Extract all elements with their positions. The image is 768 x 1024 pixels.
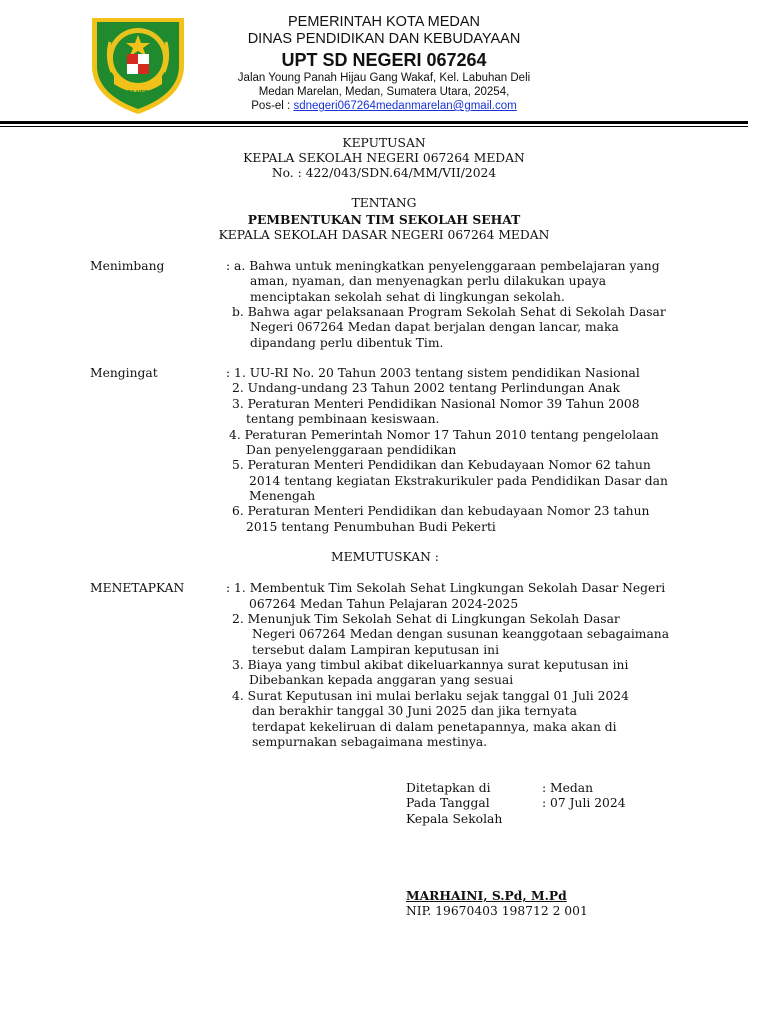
mengingat-line: 3. Peraturan Menteri Pendidikan Nasional Nomor 39 Tahun 2008	[232, 397, 640, 411]
mengingat-line: 2014 tentang kegiatan Ekstrakurikuler pada Pendidikan Dasar dan	[249, 474, 668, 488]
letterhead-rule-thin	[0, 126, 748, 127]
menimbang-line: menciptakan sekolah sehat di lingkungan sekolah.	[250, 290, 565, 304]
menetapkan-line: sempurnakan sebagaimana mestinya.	[252, 735, 488, 749]
place-label: Ditetapkan di	[406, 781, 491, 795]
menetapkan-line: : 1. Membentuk Tim Sekolah Sehat Lingkungan Sekolah Dasar Negeri	[226, 581, 666, 595]
menetapkan-line: 4. Surat Keputusan ini mulai berlaku sejak tanggal 01 Juli 2024	[232, 689, 629, 703]
menetapkan-line: 067264 Medan Tahun Pelajaran 2024-2025	[249, 597, 519, 611]
mengingat-line: Dan penyelenggaraan pendidikan	[246, 443, 457, 457]
mengingat-line: 2. Undang-undang 23 Tahun 2002 tentang Perlindungan Anak	[232, 381, 620, 395]
place-value: : Medan	[542, 781, 594, 795]
menimbang-line: : a. Bahwa untuk meningkatkan penyelenggaraan pembelajaran yang	[226, 259, 660, 273]
mengingat-line: Menengah	[249, 489, 316, 503]
menetapkan-label: MENETAPKAN	[90, 581, 185, 595]
memutuskan-heading: MEMUTUSKAN :	[331, 550, 439, 564]
date-label: Pada Tanggal	[406, 796, 490, 810]
letterhead-rule-thick	[0, 121, 748, 124]
menimbang-line: Negeri 067264 Medan dapat berjalan dengan lancar, maka	[250, 320, 619, 334]
title-subject-2: KEPALA SEKOLAH DASAR NEGERI 067264 MEDAN	[218, 228, 550, 242]
menetapkan-line: tersebut dalam Lampiran keputusan ini	[252, 643, 500, 657]
title-keputusan: KEPUTUSAN	[342, 136, 426, 150]
kop-department: DINAS PENDIDIKAN DAN KEBUDAYAAN	[247, 31, 521, 47]
mengingat-line: : 1. UU-RI No. 20 Tahun 2003 tentang sistem pendidikan Nasional	[226, 366, 640, 380]
kop-email-line	[190, 100, 578, 112]
kop-address-line-1: Jalan Young Panah Hijau Gang Wakaf, Kel. Labuhan Deli	[237, 72, 531, 84]
kop-school-name: UPT SD NEGERI 067264	[281, 50, 487, 70]
menetapkan-line: terdapat kekeliruan di dalam penetapannya, maka akan di	[252, 720, 617, 734]
menimbang-line: b. Bahwa agar pelaksanaan Program Sekolah Sehat di Sekolah Dasar	[232, 305, 666, 319]
logo-text: KOTA MEDAN	[119, 90, 157, 96]
email-label: Pos-el :	[251, 100, 294, 112]
menetapkan-line: Dibebankan kepada anggaran yang sesuai	[249, 673, 514, 687]
menetapkan-line: dan berakhir tanggal 30 Juni 2025 dan jika ternyata	[252, 704, 577, 718]
menimbang-line: aman, nyaman, dan menyenagkan perlu dilakukan upaya	[250, 274, 607, 288]
mengingat-line: tentang pembinaan kesiswaan.	[246, 412, 440, 426]
signatory-nip: NIP. 19670403 198712 2 001	[406, 904, 588, 918]
kota-medan-logo	[88, 12, 188, 116]
mengingat-label: Mengingat	[90, 366, 158, 380]
date-value: : 07 Juli 2024	[542, 796, 626, 810]
signatory-position: Kepala Sekolah	[406, 812, 503, 826]
title-kepala: KEPALA SEKOLAH NEGERI 067264 MEDAN	[243, 151, 525, 165]
menetapkan-line: 3. Biaya yang timbul akibat dikeluarkannya surat keputusan ini	[232, 658, 629, 672]
decree-number: No. : 422/043/SDN.64/MM/VII/2024	[271, 166, 497, 180]
menimbang-line: dipandang perlu dibentuk Tim.	[250, 336, 444, 350]
menimbang-label: Menimbang	[90, 259, 165, 273]
mengingat-line: 5. Peraturan Menteri Pendidikan dan Kebudayaan Nomor 62 tahun	[232, 458, 651, 472]
kop-government: PEMERINTAH KOTA MEDAN	[287, 14, 480, 30]
email-link[interactable]: sdnegeri067264medanmarelan@gmail.com	[293, 100, 517, 112]
menetapkan-line: 2. Menunjuk Tim Sekolah Sehat di Lingkungan Sekolah Dasar	[232, 612, 620, 626]
mengingat-line: 4. Peraturan Pemerintah Nomor 17 Tahun 2010 tentang pengelolaan	[229, 428, 659, 442]
title-subject: PEMBENTUKAN TIM SEKOLAH SEHAT	[247, 212, 521, 227]
signatory-name: MARHAINI, S.Pd, M.Pd	[406, 888, 567, 903]
title-tentang: TENTANG	[351, 196, 417, 210]
mengingat-line: 6. Peraturan Menteri Pendidikan dan kebudayaan Nomor 23 tahun	[232, 504, 650, 518]
kop-address-line-2: Medan Marelan, Medan, Sumatera Utara, 20254,	[258, 86, 510, 98]
menetapkan-line: Negeri 067264 Medan dengan susunan keanggotaan sebagaimana	[252, 627, 670, 641]
mengingat-line: 2015 tentang Penumbuhan Budi Pekerti	[246, 520, 496, 534]
